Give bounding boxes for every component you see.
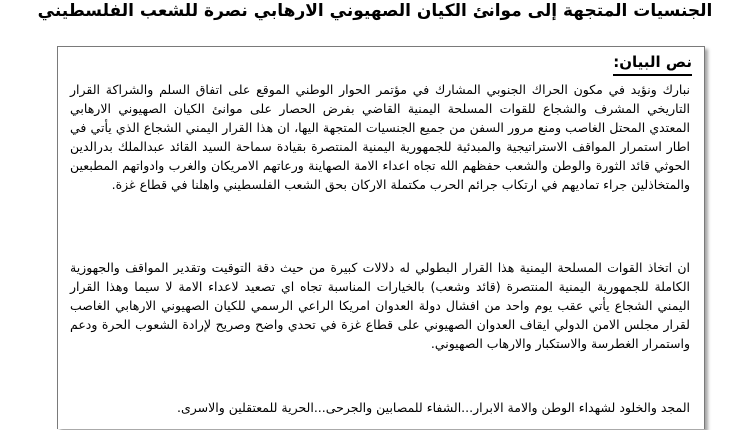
statement-headline: الجنسيات المتجهة إلى موانئ الكيان الصهيوني الارهابي نصرة للشعب الفلسطيني: [37, 1, 713, 21]
statement-paragraph-1: نبارك ونؤيد في مكون الحراك الجنوبي المشارك في مؤتمر الحوار الوطني الموقع على اتفاق السلم والشراكة القرار التاريخي المشرف والشجاع للقوات المسلحة اليمنية القاضي بفرض الحصار على موانئ الكيان الصهيوني الارهابي المعتدي المحتل الغاصب ومنع مرور السفن من جميع الجنسيات المتجهة اليها، ان هذا القرار اليمني الشجاع الذي يأتي في اطار استمرار المواقف الاستراتيجية والمبدئية للجمهورية اليمنية المنتصرة بقيادة سماحة السيد القائد عبدالملك بدرالدين الحوثي قائد الثورة والوطن والشعب حفظهم الله تجاه اعداء الامة الصهاينة ورعاتهم الامريكان والغرب وادواتهم المطبعين والمتخاذلين جراء تماديهم في ارتكاب جرائم الحرب مكتملة الاركان بحق الشعب الفلسطيني واهلنا في قطاع غزة.: [70, 82, 690, 193]
statement-heading: نص البيان:: [613, 52, 692, 76]
statement-closing: المجد والخلود لشهداء الوطن والامة الابرار...الشفاء للمصابين والجرحى...الحرية للمعتقلين والاسرى.: [176, 400, 690, 415]
statement-paragraph-2: ان اتخاذ القوات المسلحة اليمنية هذا القرار البطولي له دلالات كبيرة من حيث دقة التوقيت وتقدير المواقف والجهوزية الكاملة للجمهورية اليمنية المنتصرة (قائد وشعب) بالخيارات المناسبة تجاه اي تصعيد لاعداء الامة لا سيما وهذا القرار اليمني الشجاع يأتي عقب يوم واحد من افشال دولة العدوان امريكا الراعي الرسمي للكيان الصهيوني الارهابي الغاصب لقرار مجلس الامن الدولي ايقاف العدوان الصهيوني على قطاع غزة في تحدي واضح وصريح لإرادة الشعوب الحرة ودعم واستمرار الغطرسة والاستكبار والارهاب الصهيوني.: [70, 260, 690, 352]
